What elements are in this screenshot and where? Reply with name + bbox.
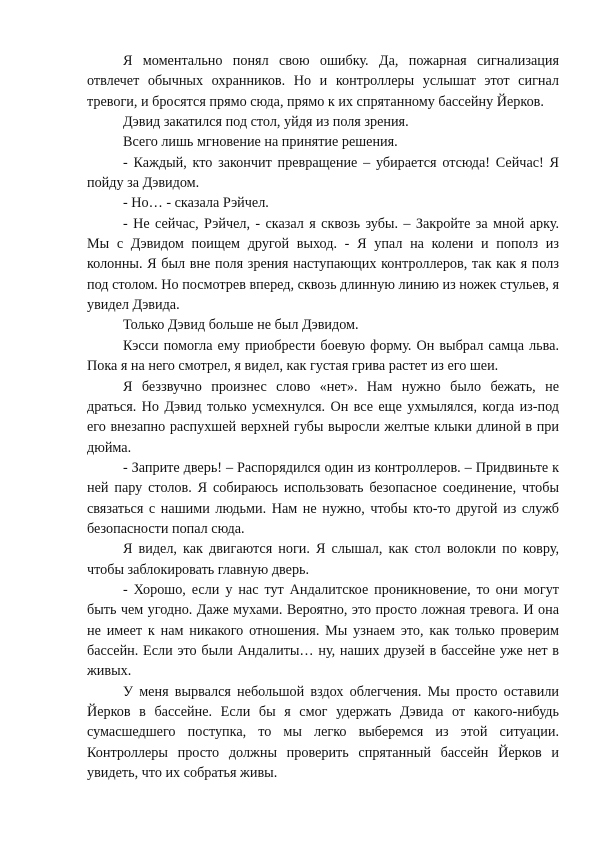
paragraph-7: Только Дэвид больше не был Дэвидом.: [123, 317, 359, 334]
paragraph-8: Кэсси помогла ему приобрести боевую форму. Он выбрал самца льва. Пока я на него смотрел, я видел, как густая грива растет из его шеи.: [87, 337, 559, 375]
paragraph-11: Я видел, как двигаются ноги. Я слышал, как стол волокли по ковру, чтобы заблокировать главную дверь.: [87, 541, 559, 578]
paragraph-6: - Не сейчас, Рэйчел, - сказал я сквозь зубы. – Закройте за мной арку. Мы с Дэвидом поищем другой выход. - Я упал на колени и пополз из колонны. Я был вне поля зрения наступающих контроллеров, так как я полз под столом. Но посмотрев вперед, сквозь длинную линию из ножек стульев, я увидел Дэвида.: [87, 215, 559, 314]
paragraph-5: - Но… - сказала Рэйчел.: [123, 195, 269, 212]
paragraph-2: Дэвид закатился под стол, уйдя из поля зрения.: [123, 114, 409, 131]
paragraph-9: Я беззвучно произнес слово «нет». Нам нужно было бежать, не драться. Но Дэвид только усмехнулся. Он все еще ухмылялся, когда из-под его внезапно распухшей верхней губы выросли желтые клыки длиной в при дюйма.: [87, 378, 559, 456]
paragraph-3: Всего лишь мгновение на принятие решения.: [123, 134, 398, 151]
document-page: [87, 51, 559, 783]
paragraph-13: У меня вырвался небольшой вздох облегчения. Мы просто оставили Йерков в бассейне. Если бы я смог удержать Дэвида от какого-нибудь сумасшедшего поступка, то мы легко выберемся из этой ситуации. Контроллеры просто должны проверить спрятанный бассейн Йерков и увидеть, что их собратья живы.: [87, 683, 559, 782]
paragraph-10: - Заприте дверь! – Распорядился один из контроллеров. – Придвиньте к ней пару столов. Я собираюсь использовать безопасное соединение, чтобы связаться с нашими людьми. Нам не нужно, чтобы кто-то другой из служб безопасности попал сюда.: [87, 459, 559, 537]
paragraph-4: - Каждый, кто закончит превращение – убирается отсюда! Сейчас! Я пойду за Дэвидом.: [87, 154, 559, 192]
paragraph-1: Я моментально понял свою ошибку. Да, пожарная сигнализация отвлечет обычных охранников. Но и контроллеры услышат этот сигнал тревоги, и бросятся прямо сюда, прямо к их спрятанному бассейну Йерков.: [87, 53, 559, 110]
paragraph-12: - Хорошо, если у нас тут Андалитское проникновение, то они могут быть чем угодно. Даже мухами. Вероятно, это просто ложная тревога. И она не имеет к нам никакого отношения. Мы узнаем это, как только проверим бассейн. Если это были Андалиты… ну, наших друзей в бассейне уже нет в живых.: [87, 581, 559, 680]
